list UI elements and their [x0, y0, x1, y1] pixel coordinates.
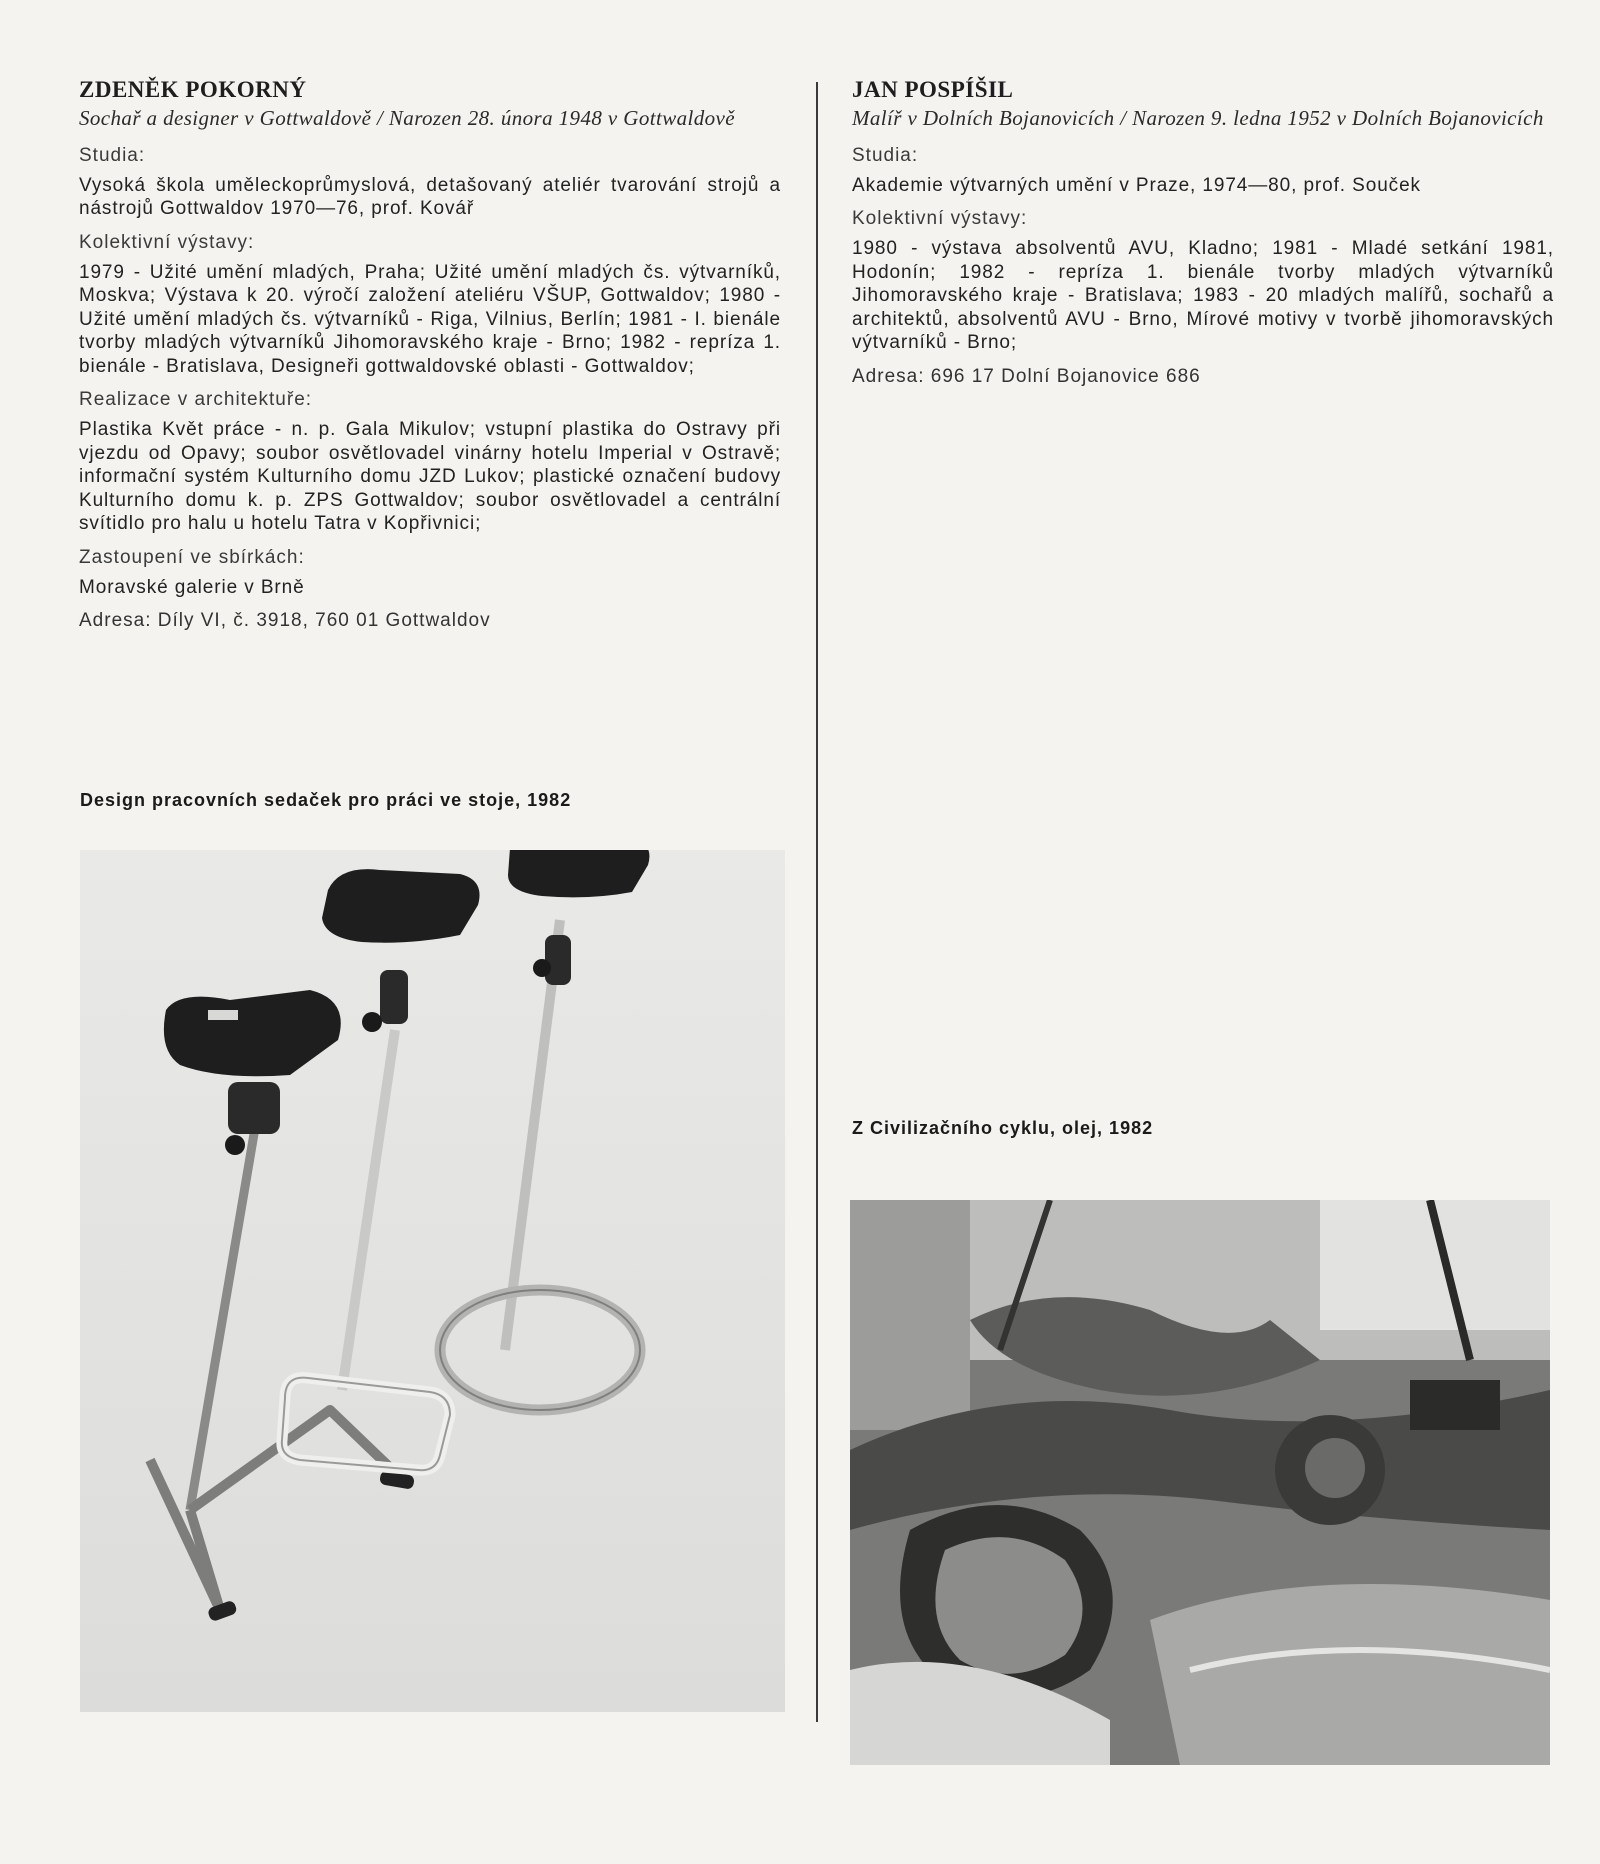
artist-name: JAN POSPÍŠIL [852, 77, 1014, 102]
collections-text: Moravské galerie v Brně [79, 576, 305, 598]
artist-entry-pokorny [79, 76, 781, 633]
exhibitions-text: 1979 - Užité umění mladých, Praha; Užité umění mladých čs. výtvarníků, Moskva; Výstava k 20. výročí založení ateliéru VŠUP, Gottwaldov; 1980 - Užité umění mladých čs. výtvarníků - Riga, Vilnius, Berlín; 1981 - I. bienále tvorby mladých výtvarníků Jihomoravského kraje - Brno; 1982 - repríza 1. bienále - Bratislava, Designeři gottwaldovské oblasti - Gottwaldov; [79, 261, 781, 377]
artist-name: ZDENĚK POKORNÝ [79, 77, 307, 102]
artist-entry-pospisil [852, 76, 1554, 389]
photo-caption-stools: Design pracovních sedaček pro práci ve stoje, 1982 [80, 790, 572, 810]
exhibitions-label: Kolektivní výstavy: [852, 208, 1028, 230]
studies-label: Studia: [79, 144, 146, 166]
studies-text: Akademie výtvarných umění v Praze, 1974—80, prof. Souček [852, 174, 1421, 196]
architecture-text: Plastika Květ práce - n. p. Gala Mikulov; vstupní plastika do Ostravy při vjezdu od Opavy; soubor osvětlovadel vinárny hotelu Imperial v Ostravě; informační systém Kulturního domu JZD Lukov; plastické označení budovy Kulturního domu k. p. ZPS Gottwaldov; soubor osvětlovadel a centrální svítidlo pro halu u hotelu Tatra v Kopřivnici; [79, 419, 781, 535]
studies-label: Studia: [852, 144, 919, 166]
painting-photo [850, 1200, 1550, 1765]
artist-subtitle: Sochař a designer v Gottwaldově / Narozen 28. února 1948 v Gottwaldově [79, 105, 735, 130]
exhibitions-text: 1980 - výstava absolventů AVU, Kladno; 1981 - Mladé setkání 1981, Hodonín; 1982 - repríza 1. bienále tvorby mladých výtvarníků Jihomoravského kraje - Bratislava; 1983 - 20 mladých malířů, sochařů a architektů, absolventů AVU - Brno, Mírové motivy v tvorbě jihomoravských výtvarníků - Brno; [852, 238, 1554, 354]
architecture-label: Realizace v architektuře: [79, 389, 313, 411]
artist-address: Adresa: 696 17 Dolní Bojanovice 686 [852, 365, 1201, 387]
photo-caption-painting: Z Civilizačního cyklu, olej, 1982 [852, 1118, 1154, 1138]
exhibitions-label: Kolektivní výstavy: [79, 231, 255, 253]
artist-address: Adresa: Díly VI, č. 3918, 760 01 Gottwaldov [79, 610, 491, 632]
column-divider [816, 82, 818, 1722]
artist-subtitle: Malíř v Dolních Bojanovicích / Narozen 9. ledna 1952 v Dolních Bojanovicích [852, 105, 1544, 130]
collections-label: Zastoupení ve sbírkách: [79, 546, 305, 568]
studies-text: Vysoká škola uměleckoprůmyslová, detašovaný ateliér tvarování strojů a nástrojů Gottwaldov 1970—76, prof. Kovář [79, 174, 781, 220]
stools-photo [80, 850, 785, 1712]
